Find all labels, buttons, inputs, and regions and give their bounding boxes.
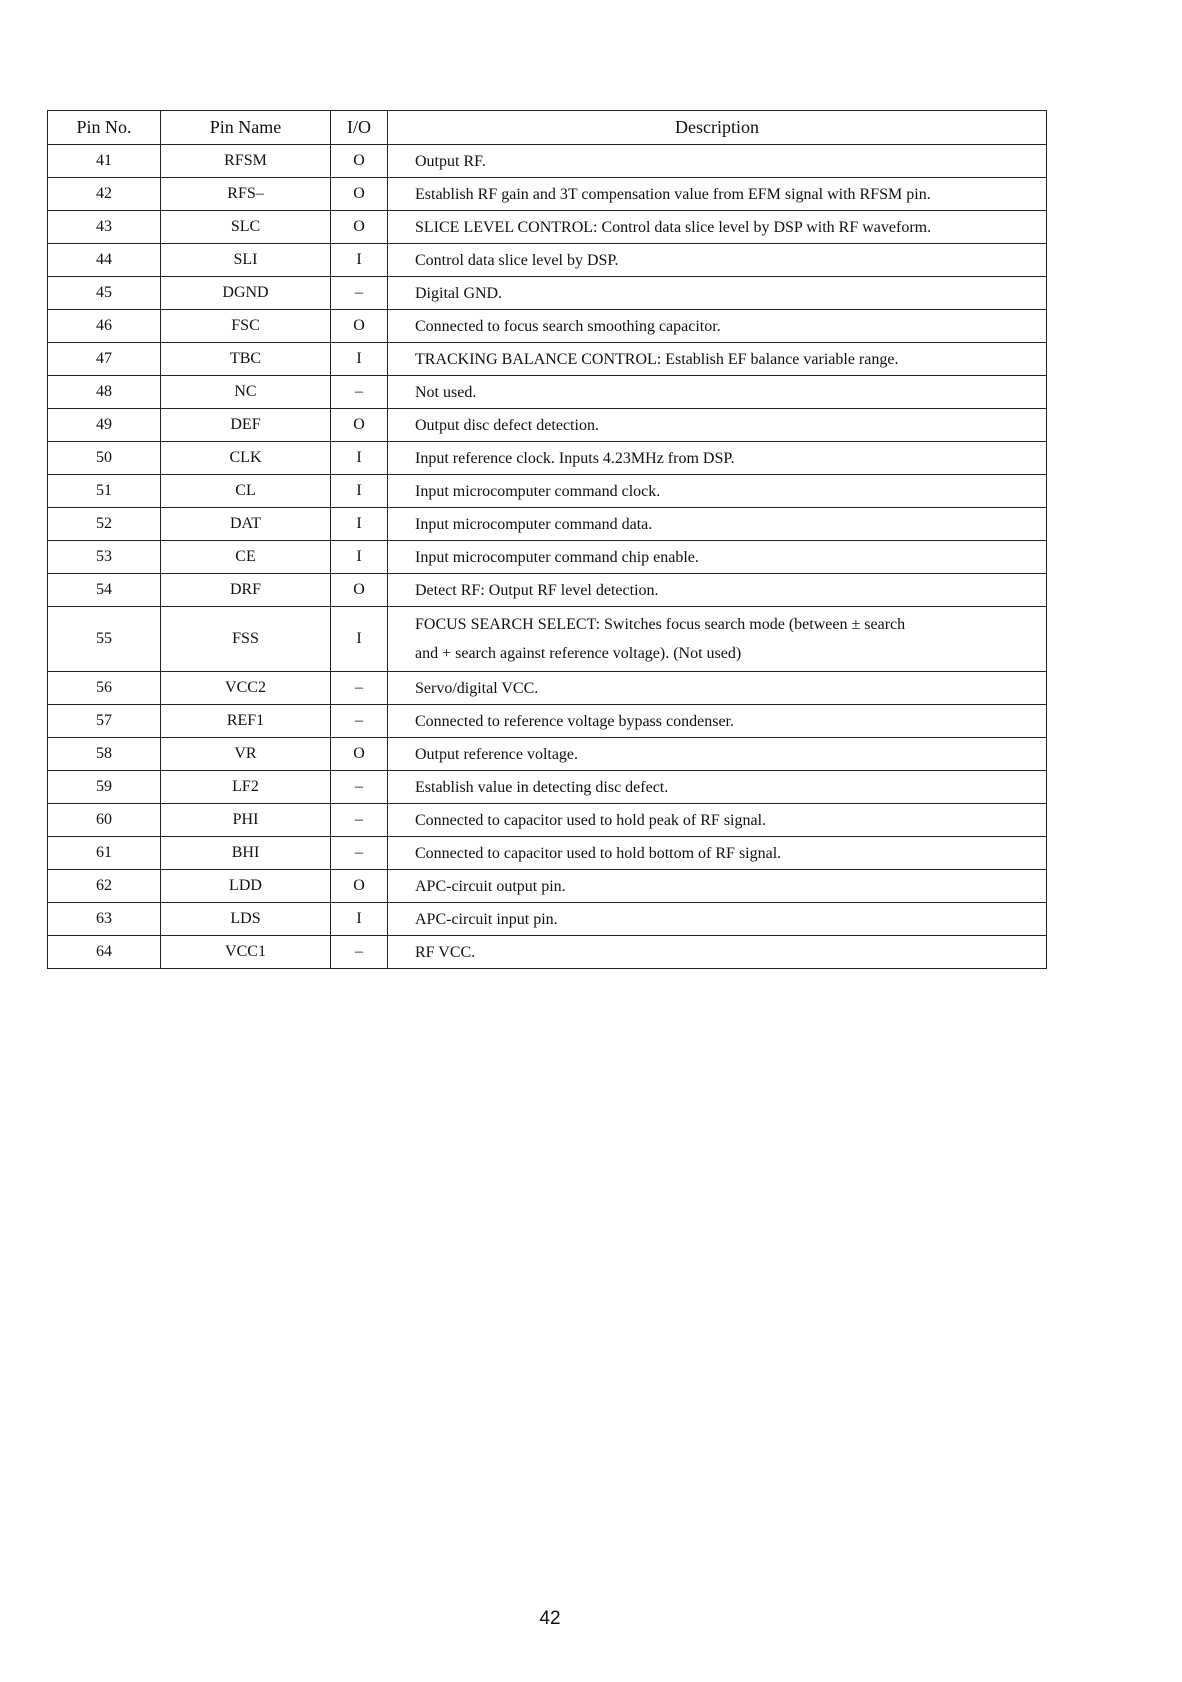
pin-no-cell: 63 — [48, 903, 161, 936]
description-cell: Establish value in detecting disc defect. — [388, 771, 1047, 804]
pin-name-cell: SLI — [161, 244, 331, 277]
io-cell: I — [331, 541, 388, 574]
pin-no-cell: 54 — [48, 574, 161, 607]
pin-description-table — [47, 110, 1047, 969]
description-cell: Digital GND. — [388, 277, 1047, 310]
description-cell: Output RF. — [388, 145, 1047, 178]
table-row — [48, 804, 1047, 837]
pin-name-cell: TBC — [161, 343, 331, 376]
header-io: I/O — [331, 111, 388, 145]
pin-name-cell: LDD — [161, 870, 331, 903]
io-cell: O — [331, 178, 388, 211]
table-row — [48, 672, 1047, 705]
table-row — [48, 705, 1047, 738]
table-header-row — [48, 111, 1047, 145]
pin-name-cell: LDS — [161, 903, 331, 936]
table-row — [48, 244, 1047, 277]
page-number: 42 — [539, 1608, 561, 1629]
io-cell: I — [331, 244, 388, 277]
description-cell: Input microcomputer command chip enable. — [388, 541, 1047, 574]
io-cell: – — [331, 277, 388, 310]
pin-no-cell: 60 — [48, 804, 161, 837]
description-cell: Connected to capacitor used to hold bottom of RF signal. — [388, 837, 1047, 870]
table-row — [48, 178, 1047, 211]
description-cell — [388, 607, 1047, 672]
pin-no-cell: 55 — [48, 607, 161, 672]
table-row — [48, 145, 1047, 178]
table-row — [48, 870, 1047, 903]
description-cell: Servo/digital VCC. — [388, 672, 1047, 705]
io-cell: – — [331, 771, 388, 804]
pin-no-cell: 53 — [48, 541, 161, 574]
description-cell: Detect RF: Output RF level detection. — [388, 574, 1047, 607]
pin-name-cell: VCC1 — [161, 936, 331, 969]
pin-name-cell: LF2 — [161, 771, 331, 804]
pin-no-cell: 47 — [48, 343, 161, 376]
pin-name-cell: NC — [161, 376, 331, 409]
table-row — [48, 211, 1047, 244]
io-cell: O — [331, 409, 388, 442]
io-cell: I — [331, 475, 388, 508]
description-cell: Connected to focus search smoothing capacitor. — [388, 310, 1047, 343]
pin-no-cell: 50 — [48, 442, 161, 475]
pin-name-cell: FSC — [161, 310, 331, 343]
header-pin-name: Pin Name — [161, 111, 331, 145]
table-row — [48, 343, 1047, 376]
description-cell: Input microcomputer command clock. — [388, 475, 1047, 508]
description-line: and + search against reference voltage). (Not used) — [415, 645, 742, 662]
io-cell: – — [331, 376, 388, 409]
pin-name-cell: VR — [161, 738, 331, 771]
io-cell: I — [331, 343, 388, 376]
io-cell: O — [331, 310, 388, 343]
pin-name-cell: RFSM — [161, 145, 331, 178]
description-cell: APC-circuit input pin. — [388, 903, 1047, 936]
pin-name-cell: BHI — [161, 837, 331, 870]
description-cell: SLICE LEVEL CONTROL: Control data slice level by DSP with RF waveform. — [388, 211, 1047, 244]
pin-no-cell: 56 — [48, 672, 161, 705]
pin-name-cell: CLK — [161, 442, 331, 475]
io-cell: – — [331, 837, 388, 870]
pin-name-cell: VCC2 — [161, 672, 331, 705]
table-row — [48, 310, 1047, 343]
io-cell: O — [331, 574, 388, 607]
table-row — [48, 508, 1047, 541]
pin-no-cell: 62 — [48, 870, 161, 903]
description-cell: APC-circuit output pin. — [388, 870, 1047, 903]
pin-name-cell: DGND — [161, 277, 331, 310]
description-cell: Establish RF gain and 3T compensation value from EFM signal with RFSM pin. — [388, 178, 1047, 211]
pin-no-cell: 64 — [48, 936, 161, 969]
table-row — [48, 376, 1047, 409]
pin-no-cell: 41 — [48, 145, 161, 178]
io-cell: I — [331, 607, 388, 672]
io-cell: I — [331, 903, 388, 936]
pin-name-cell: FSS — [161, 607, 331, 672]
table-row — [48, 837, 1047, 870]
pin-no-cell: 58 — [48, 738, 161, 771]
pin-name-cell: CE — [161, 541, 331, 574]
io-cell: – — [331, 936, 388, 969]
io-cell: I — [331, 442, 388, 475]
pin-name-cell: DRF — [161, 574, 331, 607]
header-pin-no: Pin No. — [48, 111, 161, 145]
io-cell: O — [331, 738, 388, 771]
pin-no-cell: 49 — [48, 409, 161, 442]
header-description: Description — [388, 111, 1047, 145]
pin-no-cell: 57 — [48, 705, 161, 738]
pin-no-cell: 43 — [48, 211, 161, 244]
description-cell: TRACKING BALANCE CONTROL: Establish EF balance variable range. — [388, 343, 1047, 376]
table-row — [48, 771, 1047, 804]
table-row — [48, 277, 1047, 310]
description-cell: Output reference voltage. — [388, 738, 1047, 771]
pin-name-cell: RFS– — [161, 178, 331, 211]
pin-name-cell: PHI — [161, 804, 331, 837]
pin-no-cell: 52 — [48, 508, 161, 541]
description-line: FOCUS SEARCH SELECT: Switches focus search mode (between ± search — [415, 616, 906, 633]
table-row — [48, 475, 1047, 508]
table-row — [48, 442, 1047, 475]
io-cell: O — [331, 211, 388, 244]
table-row — [48, 903, 1047, 936]
pin-no-cell: 48 — [48, 376, 161, 409]
table-row — [48, 574, 1047, 607]
pin-name-cell: REF1 — [161, 705, 331, 738]
description-cell: Input microcomputer command data. — [388, 508, 1047, 541]
pin-name-cell: DEF — [161, 409, 331, 442]
description-cell: Connected to capacitor used to hold peak of RF signal. — [388, 804, 1047, 837]
pin-name-cell: SLC — [161, 211, 331, 244]
table-row — [48, 409, 1047, 442]
description-cell: Connected to reference voltage bypass condenser. — [388, 705, 1047, 738]
pin-no-cell: 45 — [48, 277, 161, 310]
pin-no-cell: 59 — [48, 771, 161, 804]
pin-no-cell: 46 — [48, 310, 161, 343]
table-row — [48, 738, 1047, 771]
description-cell: Output disc defect detection. — [388, 409, 1047, 442]
pin-name-cell: DAT — [161, 508, 331, 541]
table-row — [48, 541, 1047, 574]
description-cell: Control data slice level by DSP. — [388, 244, 1047, 277]
io-cell: – — [331, 672, 388, 705]
table-row — [48, 607, 1047, 672]
description-cell: Input reference clock. Inputs 4.23MHz from DSP. — [388, 442, 1047, 475]
io-cell: – — [331, 804, 388, 837]
pin-no-cell: 61 — [48, 837, 161, 870]
io-cell: I — [331, 508, 388, 541]
io-cell: O — [331, 870, 388, 903]
io-cell: O — [331, 145, 388, 178]
pin-no-cell: 51 — [48, 475, 161, 508]
pin-name-cell: CL — [161, 475, 331, 508]
table-row — [48, 936, 1047, 969]
description-cell: RF VCC. — [388, 936, 1047, 969]
description-cell: Not used. — [388, 376, 1047, 409]
pin-no-cell: 42 — [48, 178, 161, 211]
pin-no-cell: 44 — [48, 244, 161, 277]
io-cell: – — [331, 705, 388, 738]
